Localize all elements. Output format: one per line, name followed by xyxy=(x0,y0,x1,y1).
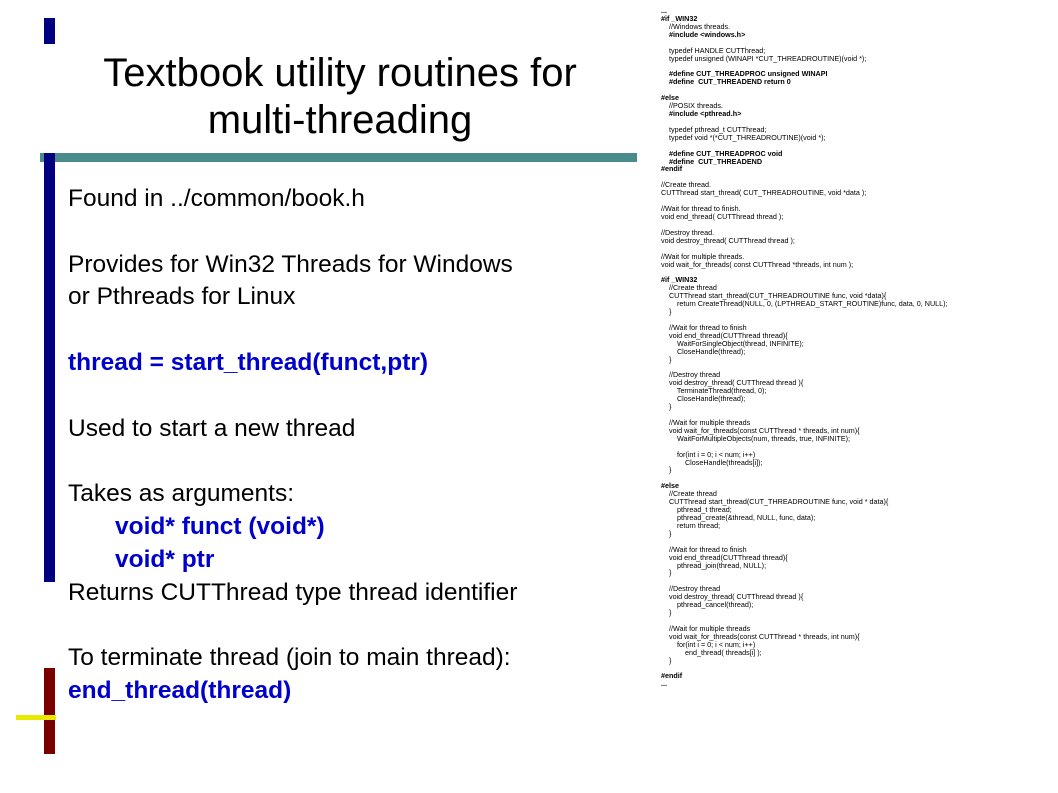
code-line: //Wait for thread to finish xyxy=(661,544,747,554)
code-line: #define CUT_THREADEND return 0 xyxy=(661,77,791,87)
code-line: #endif xyxy=(661,164,683,174)
code-line xyxy=(661,474,1056,482)
code-line: //Wait for thread to finish. xyxy=(661,204,741,214)
navy-accent-bar-main xyxy=(44,153,55,582)
code-line: #endif xyxy=(661,671,683,681)
code-line: pthread_cancel(thread); xyxy=(661,600,754,610)
code-line: typedef HANDLE CUTThread; xyxy=(661,45,766,55)
code-line: } xyxy=(661,528,672,538)
code-line: void destroy_thread( CUTThread thread ){ xyxy=(661,378,804,388)
code-line: void end_thread(CUTThread thread){ xyxy=(661,330,788,340)
spacer xyxy=(68,216,668,249)
code-line: } xyxy=(661,402,672,412)
code-line: CUTThread start_thread( CUT_THREADROUTINE, void *data ); xyxy=(661,188,867,198)
navy-accent-bar-top xyxy=(44,18,55,44)
code-line: //POSIX threads. xyxy=(661,101,723,111)
start-thread-call: thread = start_thread(funct,ptr) xyxy=(68,348,429,376)
code-line: } xyxy=(661,608,672,618)
code-line: CloseHandle(threads[i]); xyxy=(661,457,763,467)
code-line xyxy=(661,577,1056,585)
code-line: end_thread( threads[i] ); xyxy=(661,647,762,657)
code-line: } xyxy=(661,568,672,578)
code-line: void end_thread(CUTThread thread){ xyxy=(661,552,788,562)
code-line xyxy=(661,363,1056,371)
code-line: //Create thread xyxy=(661,489,717,499)
code-line: typedef void *(*CUT_THREADROUTINE)(void *); xyxy=(661,132,826,142)
code-line: return CreateThread(NULL, 0, (LPTHREAD_START_ROUTINE)func, data, 0, NULL); xyxy=(661,299,948,309)
code-line: return thread; xyxy=(661,520,721,530)
slide-body xyxy=(68,183,668,708)
teal-divider-bar xyxy=(40,153,637,162)
code-line: void destroy_thread( CUTThread thread ); xyxy=(661,235,795,245)
code-line: CloseHandle(thread); xyxy=(661,394,746,404)
terminate-text: To terminate thread (join to main thread): xyxy=(68,644,511,672)
code-line xyxy=(661,268,1056,276)
argument-funct: void* funct (void*) xyxy=(115,512,325,540)
code-line: #include <pthread.h> xyxy=(661,108,742,118)
code-line: //Wait for multiple threads xyxy=(661,417,751,427)
code-line: void wait_for_threads(const CUTThread * threads, int num){ xyxy=(661,631,860,641)
code-line: #include <windows.h> xyxy=(661,29,746,39)
code-line: } xyxy=(661,465,672,475)
slide-title-line-2: multi-threading xyxy=(207,98,473,142)
code-line: #else xyxy=(661,93,679,103)
provides-text-line-2: or Pthreads for Linux xyxy=(68,283,296,311)
code-line xyxy=(661,173,1056,181)
code-line: void wait_for_threads(const CUTThread * threads, int num){ xyxy=(661,425,860,435)
code-line: CUTThread start_thread(CUT_THREADROUTINE func, void * data){ xyxy=(661,497,889,507)
code-line: //Create thread. xyxy=(661,180,711,190)
spacer xyxy=(68,314,668,347)
code-line: } xyxy=(661,307,672,317)
code-line: CUTThread start_thread(CUT_THREADROUTINE func, void *data){ xyxy=(661,291,887,301)
provides-text-line-1: Provides for Win32 Threads for Windows xyxy=(68,250,513,278)
found-in-text: Found in ../common/book.h xyxy=(68,185,365,212)
code-line: } xyxy=(661,655,672,665)
spacer xyxy=(68,445,668,478)
code-line: for(int i = 0; i < num; i++) xyxy=(661,449,756,459)
code-line: } xyxy=(661,354,672,364)
code-line: #if _WIN32 xyxy=(661,275,698,285)
code-line: //Wait for multiple threads xyxy=(661,623,751,633)
returns-text: Returns CUTThread type thread identifier xyxy=(68,578,518,606)
code-line xyxy=(661,665,1056,673)
code-line: void destroy_thread( CUTThread thread ){ xyxy=(661,592,804,602)
code-line: //Destroy thread. xyxy=(661,227,715,237)
code-line: //Wait for thread to finish xyxy=(661,322,747,332)
slide-title xyxy=(40,50,640,144)
spacer xyxy=(68,609,668,642)
code-line: WaitForSingleObject(thread, INFINITE); xyxy=(661,338,804,348)
code-listing xyxy=(661,7,1056,688)
code-line: #define CUT_THREADPROC unsigned WINAPI xyxy=(661,69,828,79)
code-line: TerminateThread(thread, 0); xyxy=(661,386,767,396)
code-line: pthread_join(thread, NULL); xyxy=(661,560,767,570)
code-line xyxy=(661,221,1056,229)
slide-title-line-1: Textbook utility routines for xyxy=(103,51,577,95)
code-line: #define CUT_THREADPROC void xyxy=(661,148,783,158)
code-line: ... xyxy=(661,6,667,15)
code-line: pthread_create(&thread, NULL, func, data); xyxy=(661,513,816,522)
code-line: #define CUT_THREADEND xyxy=(661,156,763,166)
takes-arguments-text: Takes as arguments: xyxy=(68,480,295,508)
used-to-text: Used to start a new thread xyxy=(68,414,356,442)
code-line: void end_thread( CUTThread thread ); xyxy=(661,211,784,221)
code-line: #else xyxy=(661,481,679,491)
code-line: WaitForMultipleObjects(num, threads, true, INFINITE); xyxy=(661,433,851,443)
code-line: for(int i = 0; i < num; i++) xyxy=(661,639,756,649)
code-line: //Destroy thread xyxy=(661,370,721,380)
yellow-accent-line xyxy=(16,715,56,720)
code-line: ... xyxy=(661,679,667,689)
code-line: typedef pthread_t CUTThread; xyxy=(661,124,767,134)
end-thread-call: end_thread(thread) xyxy=(68,676,292,704)
code-line: //Destroy thread xyxy=(661,584,721,594)
code-line: //Windows threads. xyxy=(661,21,731,31)
argument-ptr: void* ptr xyxy=(115,545,215,573)
code-line: void wait_for_threads( const CUTThread *threads, int num ); xyxy=(661,259,854,269)
code-line: //Create thread xyxy=(661,283,717,293)
code-line: CloseHandle(thread); xyxy=(661,346,746,356)
red-accent-bar xyxy=(44,668,55,754)
code-line: #if _WIN32 xyxy=(661,13,698,23)
code-line xyxy=(661,86,1056,94)
code-line: pthread_t thread; xyxy=(661,505,732,515)
code-line: typedef unsigned (WINAPI *CUT_THREADROUTINE)(void *); xyxy=(661,53,867,63)
code-line: //Wait for multiple threads. xyxy=(661,251,745,261)
spacer xyxy=(68,380,668,413)
